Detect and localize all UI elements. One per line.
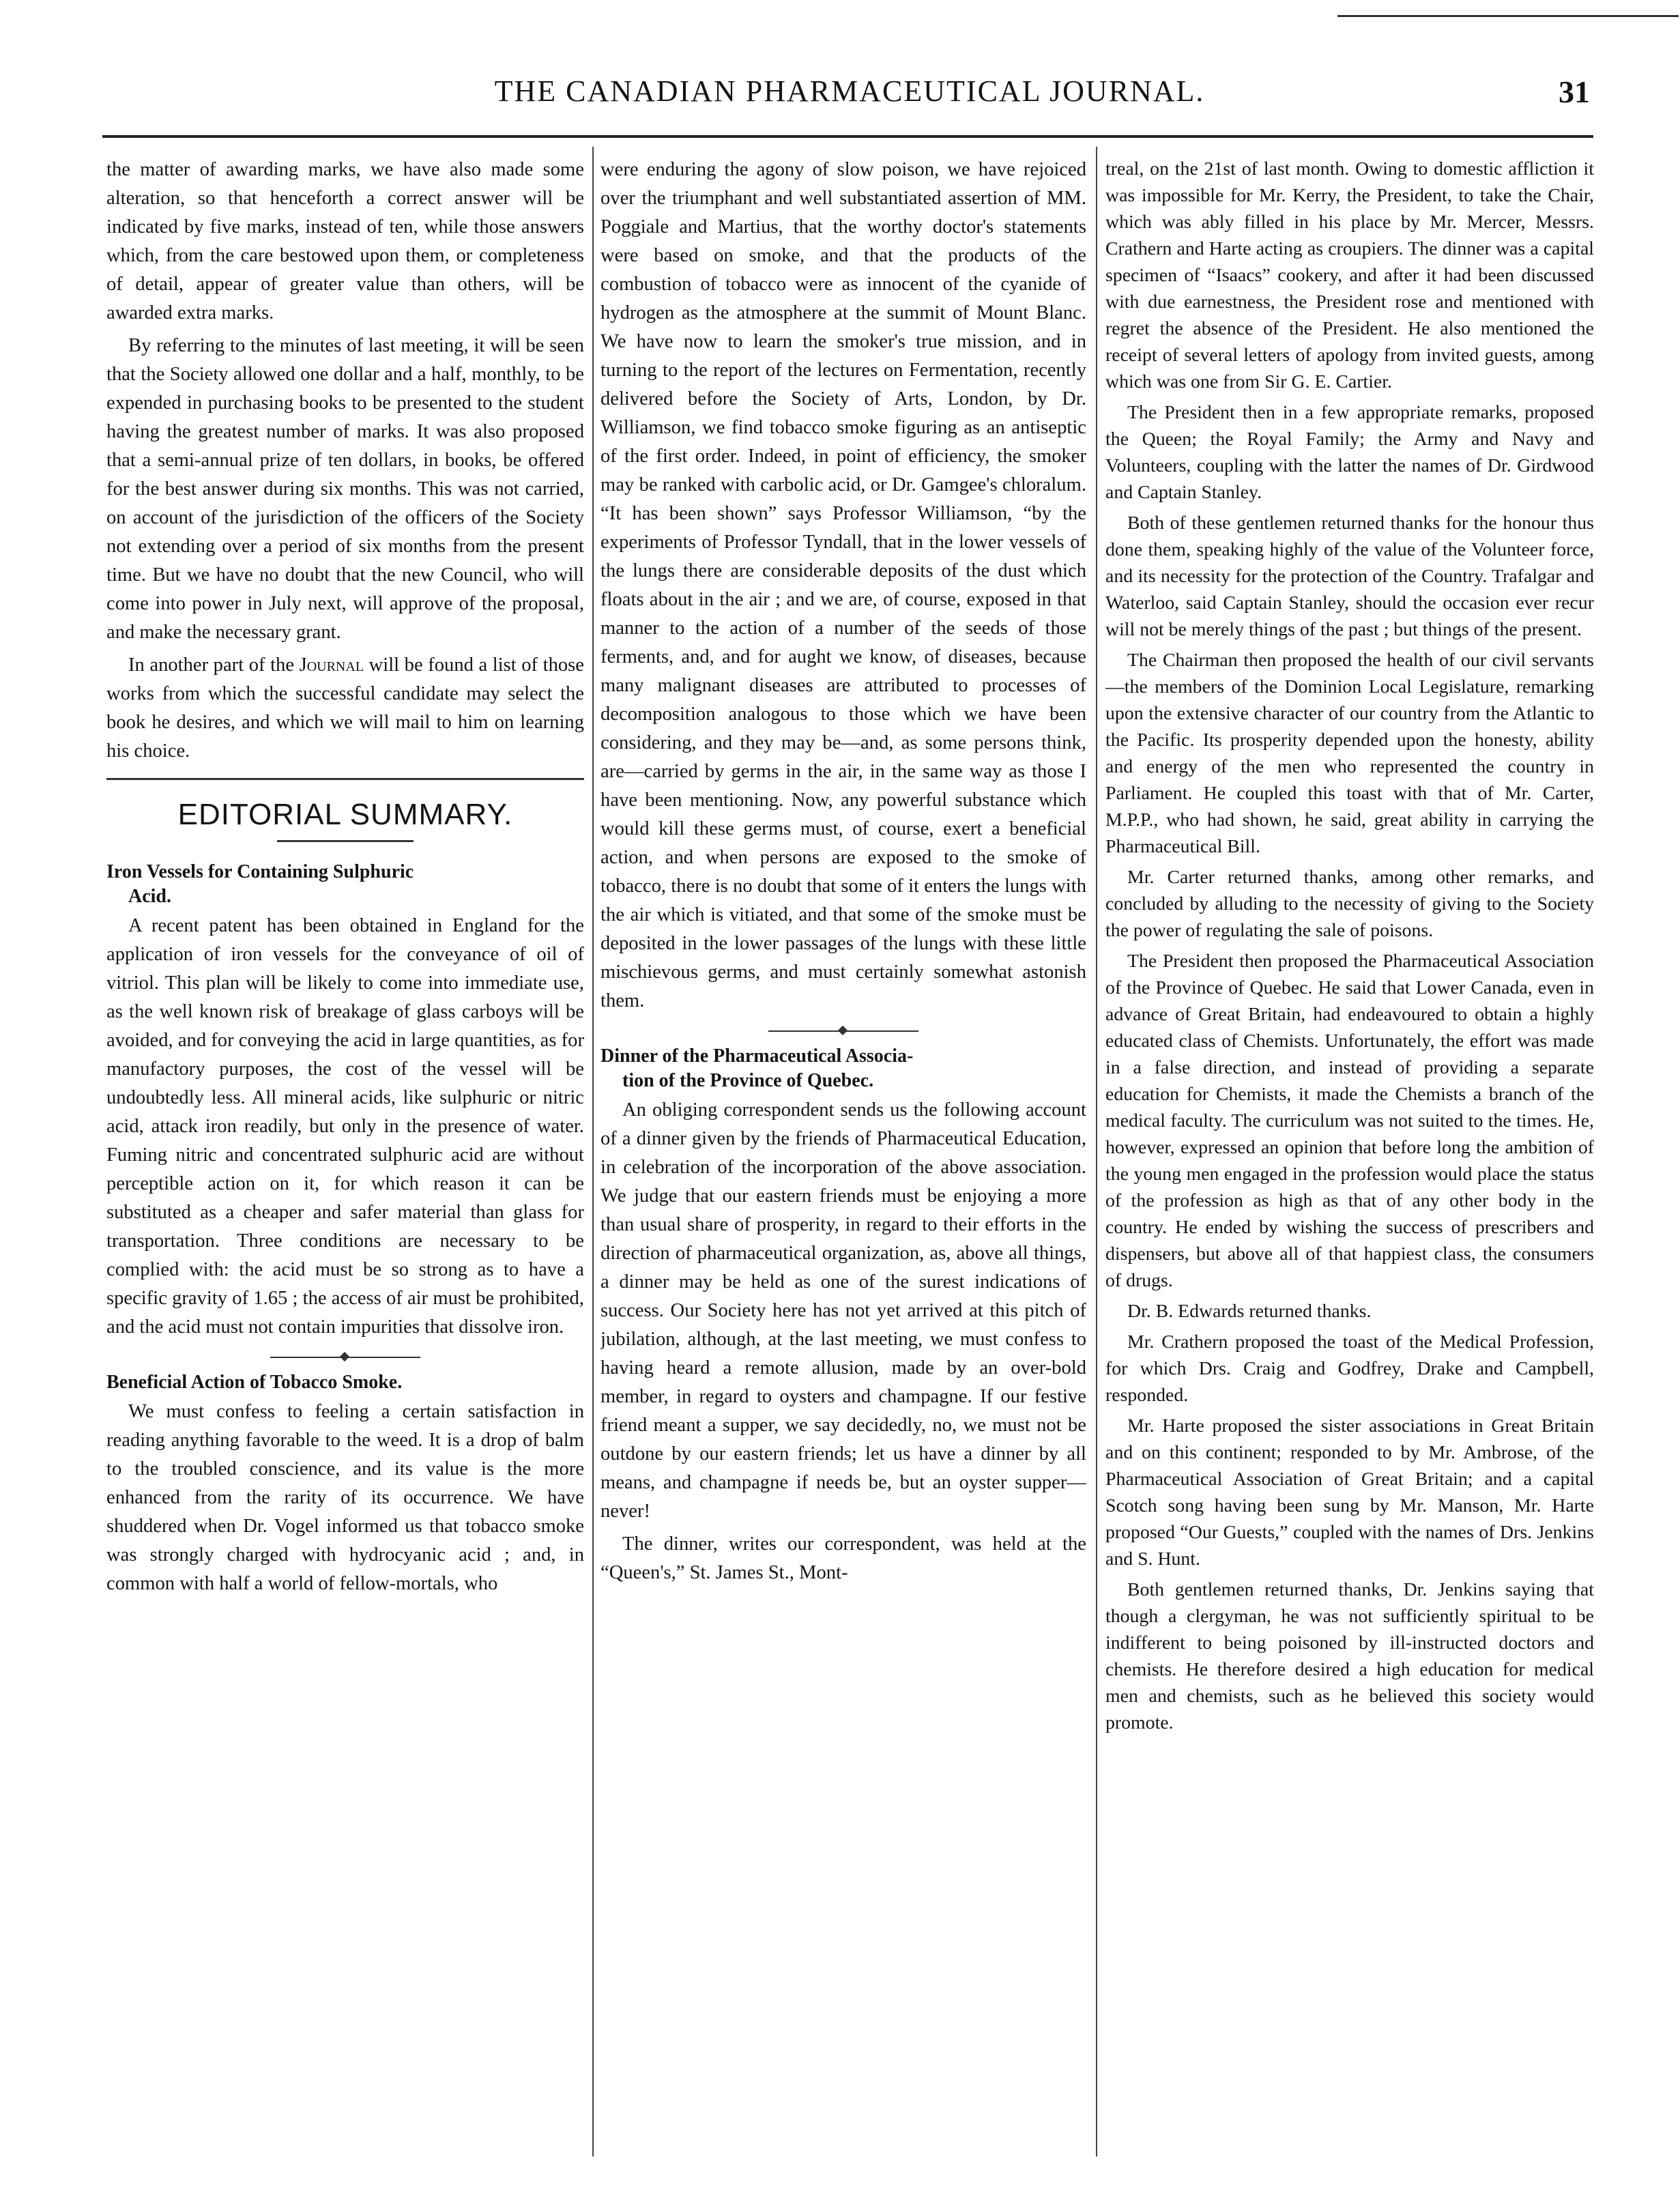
ornament-divider bbox=[270, 1357, 420, 1358]
dinner-heading-line2: tion of the Province of Quebec. bbox=[622, 1070, 874, 1091]
journal-name: Journal bbox=[299, 654, 364, 676]
paragraph-marks-continuation: the matter of awarding marks, we have also made some alteration, so that henceforth a correct answer will be indicated by five marks, instead of ten, while those answers which, from the care bestowed upon them, or completeness of detail, appear of greater value than others, will be awarded extra marks. bbox=[106, 159, 584, 323]
paragraph-quebec-association: The President then proposed the Pharmaceutical Association of the Province of Quebec. He said that Lower Canada, even in advance of Great Britain, had endeavoured to obtain a highly educated class of Chemists. Unfortunately, the effort was made in a false direction, and instead of providing a separate education for Chemists, it made the Chemists a branch of the medical faculty. The curriculum was not suited to the times. He, however, expressed an opinion that before long the ambition of the young men engaged in the profession would place the status of the profession as high as that of any other body in the country. He ended by wishing the success of prescribers and dispensers, but above all of that happiest class, the consumers of drugs. bbox=[1105, 951, 1594, 1291]
paragraph-journal-list-start: In another part of the bbox=[128, 654, 300, 676]
column-middle bbox=[600, 156, 1086, 2155]
paragraph-volunteers-reply: Both of these gentlemen returned thanks for the honour thus done them, speaking highly of the value of the Volunteer force, and its necessity for the protection of the Country. Trafalgar and Waterloo, said Captain Stanley, should the occasion ever recur will not be merely things of the past ; but things of the present. bbox=[1105, 513, 1594, 640]
iron-vessels-heading-line1: Iron Vessels for Containing Sulphuric bbox=[106, 861, 414, 882]
paragraph-carter-reply: Mr. Carter returned thanks, among other remarks, and concluded by alluding to the necessity of giving to the Society the power of regulating the sale of poisons. bbox=[1105, 867, 1594, 941]
paragraph-dinner-intro: An obliging correspondent sends us the following account of a dinner given by the friends of Pharmaceutical Education, in celebration of the incorporation of the above association. We judge that our eastern friends must be enjoying a more than usual share of prosperity, in regard to their efforts in the direction of pharmaceutical organization, as, above all things, a dinner may be held as one of the surest indications of success. Our Society here has not yet arrived at this pitch of jubilation, although, at the last meeting, we must confess to having heard a remote allusion, made by an over-bold member, in regard to oysters and champagne. If our festive friend meant a supper, we say decidedly, no, we must not be outdone by our eastern friends; let us have a dinner by all means, and champagne if needs be, but an oyster supper—never! bbox=[600, 1099, 1086, 1522]
paragraph-toast-queen: The President then in a few appropriate remarks, proposed the Queen; the Royal Family; the Army and Navy and Volunteers, coupling with the latter the names of Dr. Girdwood and Captain Stanley. bbox=[1105, 402, 1594, 503]
editorial-summary-heading: EDITORIAL SUMMARY. bbox=[177, 798, 513, 831]
iron-vessels-heading bbox=[106, 860, 584, 909]
paragraph-edwards-reply: Dr. B. Edwards returned thanks. bbox=[1127, 1301, 1372, 1322]
paragraph-journal-list-end: will be found a list of those works from which the successful candidate may select the book he desires, and which we will mail to him on learning his choice. bbox=[106, 654, 584, 762]
ornament-divider bbox=[768, 1030, 918, 1032]
column-divider-left bbox=[592, 147, 594, 2156]
paragraph-journal-list bbox=[106, 651, 584, 766]
running-title: THE CANADIAN PHARMACEUTICAL JOURNAL. bbox=[494, 74, 1205, 108]
dinner-heading bbox=[600, 1044, 1086, 1093]
paragraph-tobacco-smoke: We must confess to feeling a certain satisfaction in reading anything favorable to the weed. It is a drop of balm to the troubled conscience, and its value is the more enhanced from the rarity of its occurrence. We have shuddered when Dr. Vogel informed us that tobacco smoke was strongly charged with hydrocyanic acid ; and, in common with half a world of fellow-mortals, who bbox=[106, 1401, 584, 1594]
paragraph-dinner-continuation: treal, on the 21st of last month. Owing to domestic affliction it was impossible for Mr. Kerry, the President, to take the Chair, which was ably filled in his place by Mr. Mercer, Messrs. Crathern and Harte acting as croupiers. The dinner was a capital specimen of “Isaacs” cookery, and after it had been discussed with due earnestness, the President rose and mentioned with regret the absence of the President. He also mentioned the receipt of several letters of apology from invited guests, among which was one from Sir G. E. Cartier. bbox=[1105, 158, 1594, 392]
top-corner-rule bbox=[1337, 15, 1679, 17]
paragraph-civil-servants: The Chairman then proposed the health of our civil servants—the members of the Dominion Local Legislature, remarking upon the extensive character of our country from the Atlantic to the Pacific. Its prosperity depended upon the honesty, ability and energy of the men who represented the country in Parliament. He coupled this toast with that of Mr. Carter, M.P.P., who had shown, he said, great ability in carrying the Pharmaceutical Bill. bbox=[1105, 650, 1594, 857]
header-rule bbox=[102, 135, 1593, 138]
tobacco-smoke-heading: Beneficial Action of Tobacco Smoke. bbox=[106, 1372, 403, 1393]
column-left bbox=[106, 156, 584, 2155]
heading-underline bbox=[277, 840, 414, 842]
page-header bbox=[109, 74, 1590, 121]
paragraph-dinner-venue: The dinner, writes our correspondent, was held at the “Queen's,” St. James St., Mont- bbox=[600, 1533, 1086, 1583]
page-number: 31 bbox=[1559, 74, 1590, 109]
paragraph-medical-profession: Mr. Crathern proposed the toast of the Medical Profession, for which Drs. Craig and Godfrey, Drake and Campbell, responded. bbox=[1105, 1331, 1594, 1406]
dinner-heading-line1: Dinner of the Pharmaceutical Associa- bbox=[600, 1045, 914, 1067]
column-divider-right bbox=[1096, 147, 1097, 2156]
paragraph-iron-vessels: A recent patent has been obtained in England for the application of iron vessels for the conveyance of oil of vitriol. This plan will be likely to come into immediate use, as the well known risk of breakage of glass carboys will be avoided, and for conveying the acid in large quantities, as for manufactory purposes, the cost of the vessel will be undoubtedly less. All mineral acids, like sulphuric or nitric acid, attack iron readily, but only in the presence of water. Fuming nitric and concentrated sulphuric acid are without perceptible action on it, for which reason it can be substituted as a cheaper and safer material than glass for transportation. Three conditions are necessary to be complied with: the acid must be so strong as to have a specific gravity of 1.65 ; the access of air must be prohibited, and the acid must not contain impurities that dissolve iron. bbox=[106, 915, 584, 1338]
column-right bbox=[1105, 156, 1594, 2155]
paragraph-minutes: By referring to the minutes of last meeting, it will be seen that the Society allowed one dollar and a half, monthly, to be expended in purchasing books to be presented to the student having the greatest number of marks. It was also proposed that a semi-annual prize of ten dollars, in books, be offered for the best answer during six months. This was not carried, on account of the jurisdiction of the officers of the Society not extending over a period of six months from the present time. But we have no doubt that the new Council, who will come into power in July next, will approve of the proposal, and make the necessary grant. bbox=[106, 335, 584, 643]
section-rule bbox=[106, 778, 584, 780]
paragraph-tobacco-continuation: were enduring the agony of slow poison, we have rejoiced over the triumphant and well substantiated assertion of MM. Poggiale and Martius, that the worthy doctor's statements were based on smoke, and that the products of the combustion of tobacco were as innocent of the cyanide of hydrogen as the atmosphere at the summit of Mount Blanc. We have now to learn the smoker's true mission, and in turning to the report of the lectures on Fermentation, recently delivered before the Society of Arts, London, by Dr. Williamson, we find tobacco smoke figuring as an antiseptic of the first order. Indeed, in point of efficiency, the smoker may be ranked with carbolic acid, or Dr. Gamgee's chloralum. “It has been shown” says Professor Williamson, “by the experiments of Professor Tyndall, that in the lower vessels of the lungs there are considerable deposits of the dust which floats about in the air ; and we are, of course, exposed in that manner to the action of a number of the seeds of those ferments, and, and for aught we know, of diseases, because many malignant diseases are attributed to processes of decomposition analogous to those which we have been considering, and they may be—and, as some persons think, are—carried by germs in the air, in the same way as those I have been mentioning. Now, any powerful substance which would kill these germs must, of course, exert a beneficial action, and when persons are exposed to the smoke of tobacco, there is no doubt that some of it enters the lungs with the air which is vitiated, and that some of the smoke must be deposited in the lower passages of the lungs with these little mischievous germs, and must certainly somewhat astonish them. bbox=[600, 159, 1086, 1011]
paragraph-guests-reply: Both gentlemen returned thanks, Dr. Jenkins saying that though a clergyman, he was not sufficiently spiritual to be indifferent to being poisoned by ill-instructed doctors and chemists. He therefore desired a high education for medical men and chemists, such as he believed this society would promote. bbox=[1105, 1579, 1594, 1733]
iron-vessels-heading-line2: Acid. bbox=[128, 886, 171, 907]
paragraph-sister-associations: Mr. Harte proposed the sister associations in Great Britain and on this continent; responded to by Mr. Ambrose, of the Pharmaceutical Association of Great Britain; and a capital Scotch song having been sung by Mr. Manson, Mr. Harte proposed “Our Guests,” coupled with the names of Drs. Jenkins and S. Hunt. bbox=[1105, 1415, 1594, 1570]
